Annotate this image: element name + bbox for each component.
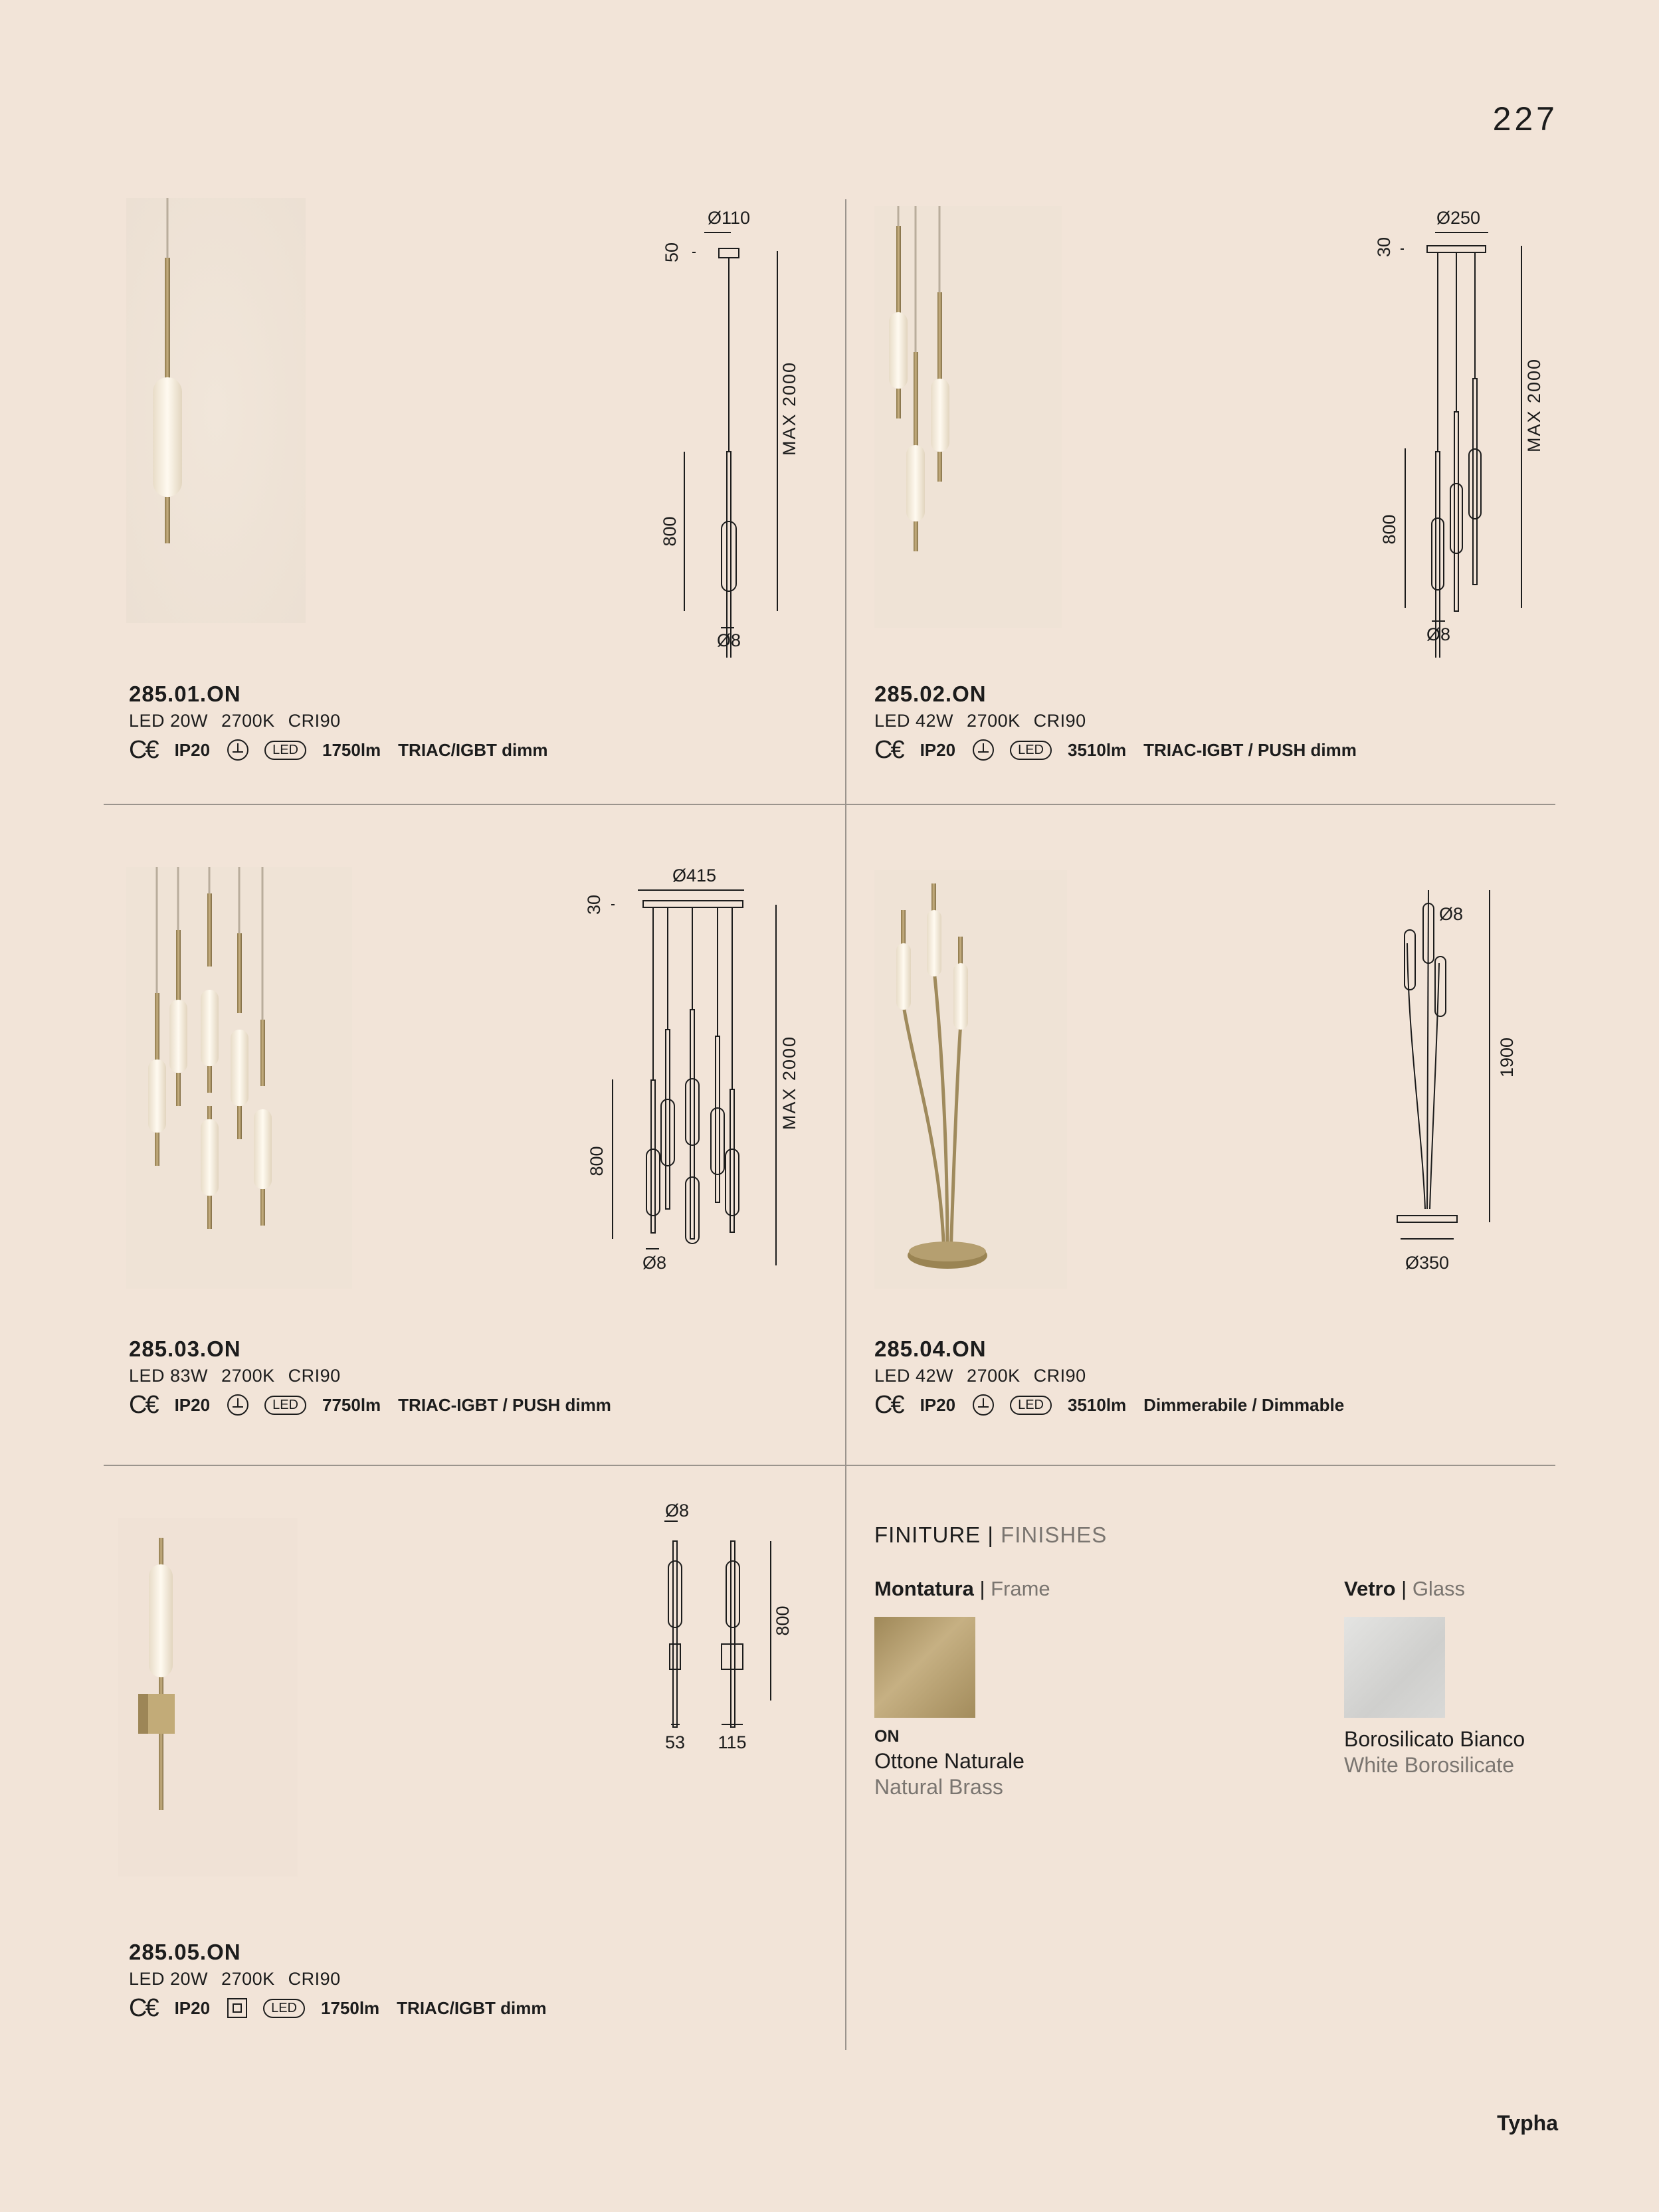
dim-diameter-top: Ø415 <box>672 866 717 885</box>
dimming-type: Dimmerabile / Dimmable <box>1143 1394 1345 1415</box>
finish-name-en: Natural Brass <box>874 1775 1003 1799</box>
ip-rating: IP20 <box>174 739 211 760</box>
ce-mark-icon: C€ <box>874 735 903 764</box>
spec-power: LED 20W <box>129 711 209 731</box>
technical-drawing-285-02 <box>1369 199 1555 658</box>
product-photo-285-04 <box>874 870 1067 1289</box>
product-info-285-04 <box>874 1336 1344 1418</box>
dim-max-height: MAX 2000 <box>779 1035 799 1131</box>
product-specs <box>874 711 1357 731</box>
dim-diameter-bottom: Ø8 <box>642 1253 667 1273</box>
technical-drawing-285-01 <box>651 199 824 658</box>
ip-rating: IP20 <box>920 739 956 760</box>
finishes-title-en: FINISHES <box>1001 1522 1108 1547</box>
technical-drawing-285-03 <box>578 857 830 1295</box>
row-divider-1 <box>104 804 1555 805</box>
class-ii-icon <box>227 1998 247 2018</box>
led-badge-icon: LED <box>1010 741 1052 760</box>
spec-cct: 2700K <box>967 711 1021 731</box>
ce-mark-icon: C€ <box>129 735 157 764</box>
certification-row <box>874 1392 1344 1418</box>
certification-row <box>129 1392 611 1418</box>
dim-height: 800 <box>1379 514 1399 545</box>
product-specs <box>129 1969 547 1989</box>
brass-swatch <box>874 1617 975 1718</box>
spec-cct: 2700K <box>221 1969 275 1989</box>
product-code: 285.01.ON <box>129 682 241 706</box>
ip-rating: IP20 <box>174 1394 211 1415</box>
spec-power: LED 42W <box>874 711 954 731</box>
glass-finish-info <box>1344 1727 1525 1778</box>
dim-max-height: MAX 2000 <box>779 361 799 456</box>
dim-diameter-top: Ø110 <box>707 208 751 228</box>
finishes-title: FINITURE | FINISHES <box>874 1522 1108 1547</box>
ce-mark-icon: C€ <box>874 1390 903 1419</box>
spec-power: LED 20W <box>129 1969 209 1989</box>
ground-class-icon <box>973 1394 994 1416</box>
dimming-type: TRIAC-IGBT / PUSH dimm <box>1143 739 1357 760</box>
glass-title: Vetro | Glass <box>1344 1577 1466 1600</box>
spec-cri: CRI90 <box>1033 711 1086 731</box>
glass-swatch <box>1344 1617 1445 1718</box>
ip-rating: IP20 <box>174 1997 211 2018</box>
dim-base-diameter: Ø350 <box>1405 1253 1450 1273</box>
product-specs <box>874 1366 1344 1386</box>
page-number: 227 <box>1492 100 1558 138</box>
dimming-type: TRIAC-IGBT / PUSH dimm <box>398 1394 611 1415</box>
frame-title: Montatura | Frame <box>874 1577 1050 1600</box>
collection-name: Typha <box>1497 2111 1558 2135</box>
ip-rating: IP20 <box>920 1394 956 1415</box>
lumen-output: 3510lm <box>1067 1394 1127 1415</box>
dim-height: 800 <box>587 1146 607 1176</box>
dim-height-top: 50 <box>662 242 682 263</box>
glass-name-en: White Borosilicate <box>1344 1753 1515 1777</box>
product-specs <box>129 711 548 731</box>
dimming-type: TRIAC/IGBT dimm <box>397 1997 547 2018</box>
spec-cri: CRI90 <box>288 1969 341 1989</box>
frame-title-en: Frame <box>991 1577 1050 1600</box>
dim-diameter-top: Ø250 <box>1436 208 1481 228</box>
product-info-285-01 <box>129 682 548 763</box>
led-badge-icon: LED <box>264 1396 306 1415</box>
dim-max-height: MAX 2000 <box>1524 357 1544 453</box>
certification-row <box>129 737 548 763</box>
dim-diameter: Ø8 <box>664 1501 690 1521</box>
lumen-output: 3510lm <box>1067 739 1127 760</box>
glass-name: Borosilicato Bianco <box>1344 1727 1525 1751</box>
product-photo-285-02 <box>874 206 1062 628</box>
finish-name: Ottone Naturale <box>874 1749 1025 1773</box>
dim-diameter: Ø8 <box>1438 904 1464 924</box>
lumen-output: 1750lm <box>320 1997 380 2018</box>
lumen-output: 7750lm <box>322 1394 381 1415</box>
dimming-type: TRIAC/IGBT dimm <box>398 739 548 760</box>
led-badge-icon: LED <box>1010 1396 1052 1415</box>
spec-cct: 2700K <box>221 1366 275 1386</box>
frame-finish-info <box>874 1727 1025 1799</box>
product-code: 285.02.ON <box>874 682 987 706</box>
spec-cri: CRI90 <box>1033 1366 1086 1386</box>
glass-title-en: Glass <box>1412 1577 1466 1600</box>
spec-power: LED 83W <box>129 1366 209 1386</box>
cluster-pendant-image <box>126 867 352 1289</box>
led-badge-icon: LED <box>263 1999 305 2018</box>
row-divider-2 <box>104 1465 1555 1466</box>
product-info-285-05 <box>129 1940 547 2021</box>
single-pendant-image <box>126 198 306 623</box>
dim-height-top: 30 <box>1374 236 1394 258</box>
certification-row <box>129 1995 547 2021</box>
dim-width-1: 53 <box>664 1732 686 1752</box>
spec-cct: 2700K <box>967 1366 1021 1386</box>
dim-diameter-bottom: Ø8 <box>1426 624 1451 644</box>
product-code: 285.04.ON <box>874 1336 987 1361</box>
dim-height: 800 <box>773 1606 793 1636</box>
led-badge-icon: LED <box>264 741 306 760</box>
ce-mark-icon: C€ <box>129 1993 157 2022</box>
product-code: 285.03.ON <box>129 1336 241 1361</box>
dim-height: 800 <box>660 516 680 547</box>
finishes-title-it: FINITURE <box>874 1522 981 1547</box>
wall-lamp-image <box>118 1518 298 1877</box>
technical-drawing-285-05 <box>651 1501 804 1760</box>
product-photo-285-05 <box>118 1518 298 1877</box>
frame-title-it: Montatura <box>874 1577 974 1600</box>
spec-power: LED 42W <box>874 1366 954 1386</box>
floor-lamp-image <box>874 870 1067 1289</box>
product-photo-285-03 <box>126 867 352 1289</box>
glass-title-it: Vetro <box>1344 1577 1396 1600</box>
technical-drawing-285-04 <box>1382 877 1541 1282</box>
product-info-285-02 <box>874 682 1357 763</box>
dim-height-top: 30 <box>584 894 604 915</box>
dim-height: 1900 <box>1497 1037 1517 1078</box>
spec-cct: 2700K <box>221 711 275 731</box>
product-info-285-03 <box>129 1336 611 1418</box>
ground-class-icon <box>973 739 994 761</box>
product-code: 285.05.ON <box>129 1940 241 1964</box>
certification-row <box>874 737 1357 763</box>
column-divider <box>845 199 846 2050</box>
ground-class-icon <box>227 1394 248 1416</box>
finish-code: ON <box>874 1727 900 1746</box>
product-specs <box>129 1366 611 1386</box>
triple-pendant-image <box>874 206 1062 628</box>
ce-mark-icon: C€ <box>129 1390 157 1419</box>
spec-cri: CRI90 <box>288 1366 341 1386</box>
spec-cri: CRI90 <box>288 711 341 731</box>
product-photo-285-01 <box>126 198 306 623</box>
lumen-output: 1750lm <box>322 739 381 760</box>
dim-diameter-bottom: Ø8 <box>716 630 741 650</box>
ground-class-icon <box>227 739 248 761</box>
dim-width-2: 115 <box>718 1732 747 1752</box>
